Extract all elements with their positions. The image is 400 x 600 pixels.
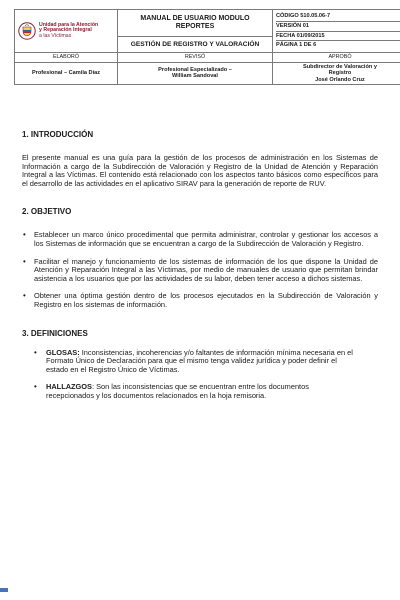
definition-item bbox=[22, 349, 378, 375]
section-heading-definitions: 3. DEFINICIONES bbox=[22, 328, 88, 338]
definition-item bbox=[22, 383, 378, 400]
role-aprobo: APROBÓ bbox=[273, 53, 400, 63]
name-aprobo-role: Subdirector de Valoración y bbox=[303, 63, 377, 70]
roles-row bbox=[15, 53, 400, 63]
document-date: FECHA 01/09/2015 bbox=[276, 31, 400, 41]
definition-term: HALLAZGOS bbox=[46, 382, 92, 392]
institution-logo bbox=[18, 22, 114, 40]
name-aprobo-person: José Orlando Cruz bbox=[315, 76, 365, 83]
name-reviso-person: William Sandoval bbox=[172, 73, 218, 80]
section-heading-introduction: 1. INTRODUCCIÓN bbox=[22, 130, 94, 139]
name-elaboro: Profesional – Camila Díaz bbox=[15, 62, 118, 85]
names-row bbox=[15, 62, 400, 85]
objective-list bbox=[22, 231, 378, 309]
objective-item: • Facilitar el manejo y funcionamiento de los sistemas de información de los que dispone la Unidad de Atención y Reparación Integral a las Víctimas, por medio de manuales de usuario que permitan brindar asistencia a los usuarios que por las actividades de su labor, deben tener acceso a dichos sistemas. bbox=[22, 258, 378, 284]
role-elaboro: ELABORÓ bbox=[15, 53, 118, 63]
section-heading-objective: 2. OBJETIVO bbox=[22, 207, 72, 217]
definition-term: GLOSAS: bbox=[46, 347, 80, 357]
name-reviso-role: Profesional Especializado – bbox=[158, 66, 232, 73]
objective-item: • Obtener una óptima gestión dentro de los procesos ejecutados en la Subdirección de Valoración y Registro en los sistemas de información. bbox=[22, 292, 378, 309]
document-meta bbox=[273, 10, 400, 53]
logo-line-2: y Reparación Integral bbox=[39, 27, 92, 34]
manual-title: MANUAL DE USUARIO MODULO REPORTES bbox=[118, 10, 273, 37]
document-header-table bbox=[14, 9, 400, 85]
logo-cell bbox=[15, 10, 118, 53]
document-version: VERSIÓN 01 bbox=[276, 21, 400, 31]
name-reviso bbox=[118, 62, 273, 85]
definition-text: Inconsistencias, incoherencias y/o faltantes de información mínima necesaria en el Formato Único de Declaración para que el mismo tenga validez jurídica y poder definir el estado en el Registro Único de Víctimas. bbox=[46, 347, 353, 374]
introduction-paragraph: El presente manual es una guía para la gestión de los procesos de administración en los Sistemas de Información a cargo de la Subdirección de Valoración y Registro de la Unidad de Atención y Reparación Integral a las Víctimas. El contenido está relacionado con los aspectos tanto básicos como específicos para el desarrollo de las actividades en el aplicativo SIRAV para la generación de reporte de RUV. bbox=[22, 153, 378, 188]
objective-item: • Establecer un marco único procedimental que permita administrar, controlar y gestionar los accesos a los Sistemas de información que se encuentran a cargo de la Subdirección de Valoración y Registro. bbox=[22, 231, 378, 248]
definition-text: : Son las inconsistencias que se encuentran entre los documentos recepcionados y los documentos relacionados en la hoja remisoria. bbox=[46, 382, 309, 400]
document-code: CÓDIGO 510.05.06-7 bbox=[276, 13, 331, 20]
name-aprobo bbox=[273, 62, 400, 85]
page-edge-marker bbox=[0, 588, 8, 592]
definitions-list bbox=[22, 349, 378, 401]
role-reviso: REVISÓ bbox=[118, 53, 273, 63]
colombia-coat-of-arms-icon bbox=[18, 22, 36, 40]
institution-name bbox=[39, 23, 98, 39]
document-body bbox=[22, 130, 378, 401]
logo-line-1: Unidad para la Atención bbox=[39, 21, 99, 28]
name-aprobo-role-cont: Registro bbox=[328, 70, 352, 77]
logo-line-3: a las Víctimas bbox=[39, 32, 72, 39]
page-number: PÁGINA 1 DE 6 bbox=[276, 40, 400, 50]
process-title: GESTIÓN DE REGISTRO Y VALORACIÓN bbox=[118, 37, 273, 53]
